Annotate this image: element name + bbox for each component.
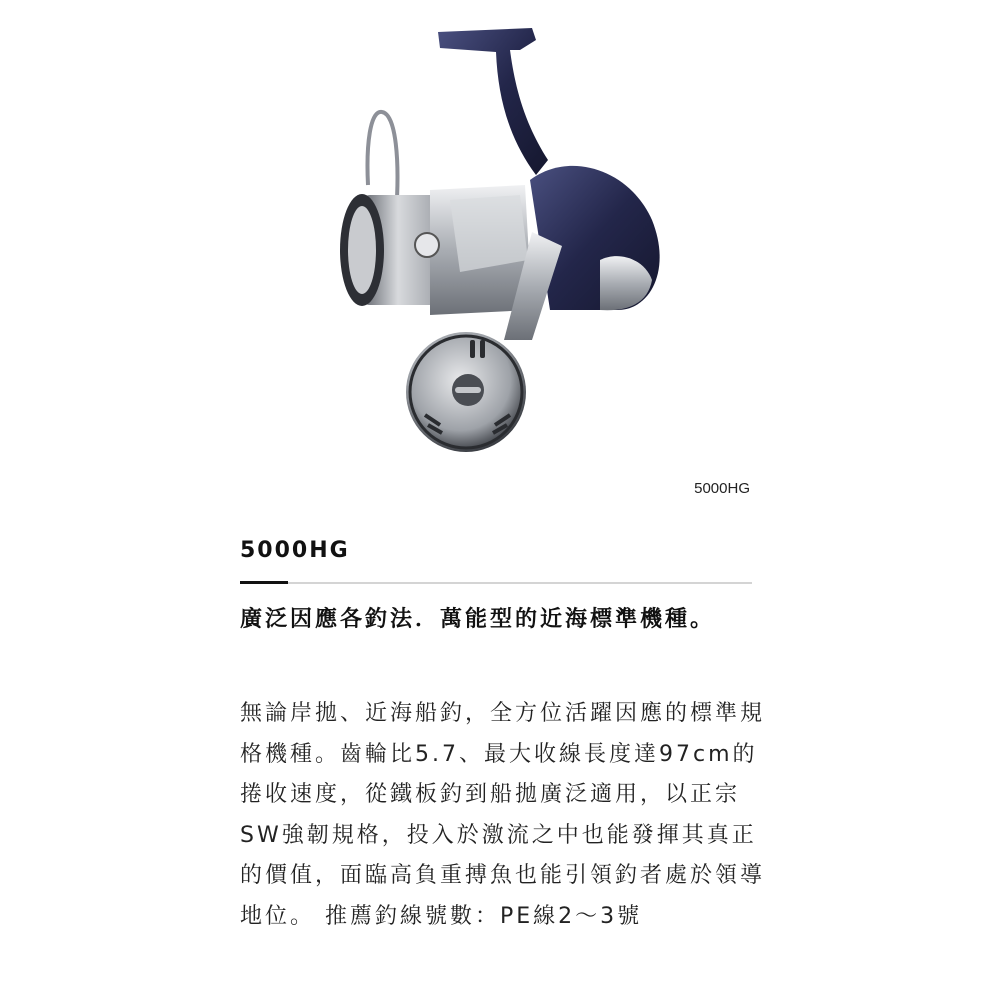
spinning-reel-image (300, 10, 720, 460)
heading-divider (240, 582, 752, 584)
product-description: 無論岸拋、近海船釣，全方位活躍因應的標準規格機種。齒輪比5.7、最大收線長度達97cm的捲收速度，從鐵板釣到船拋廣泛適用，以正宗SW強韌規格，投入於激流之中也能發揮其真正的價值，面臨高負重搏魚也能引領釣者處於領導地位。 推薦釣線號數：PE線2～3號 (240, 701, 766, 929)
image-caption: 5000HG (694, 480, 750, 497)
heading-divider-accent (240, 581, 288, 584)
product-tagline: 廣泛因應各釣法．萬能型的近海標準機種。 (240, 607, 716, 632)
section-heading: 5000HG (240, 538, 350, 563)
